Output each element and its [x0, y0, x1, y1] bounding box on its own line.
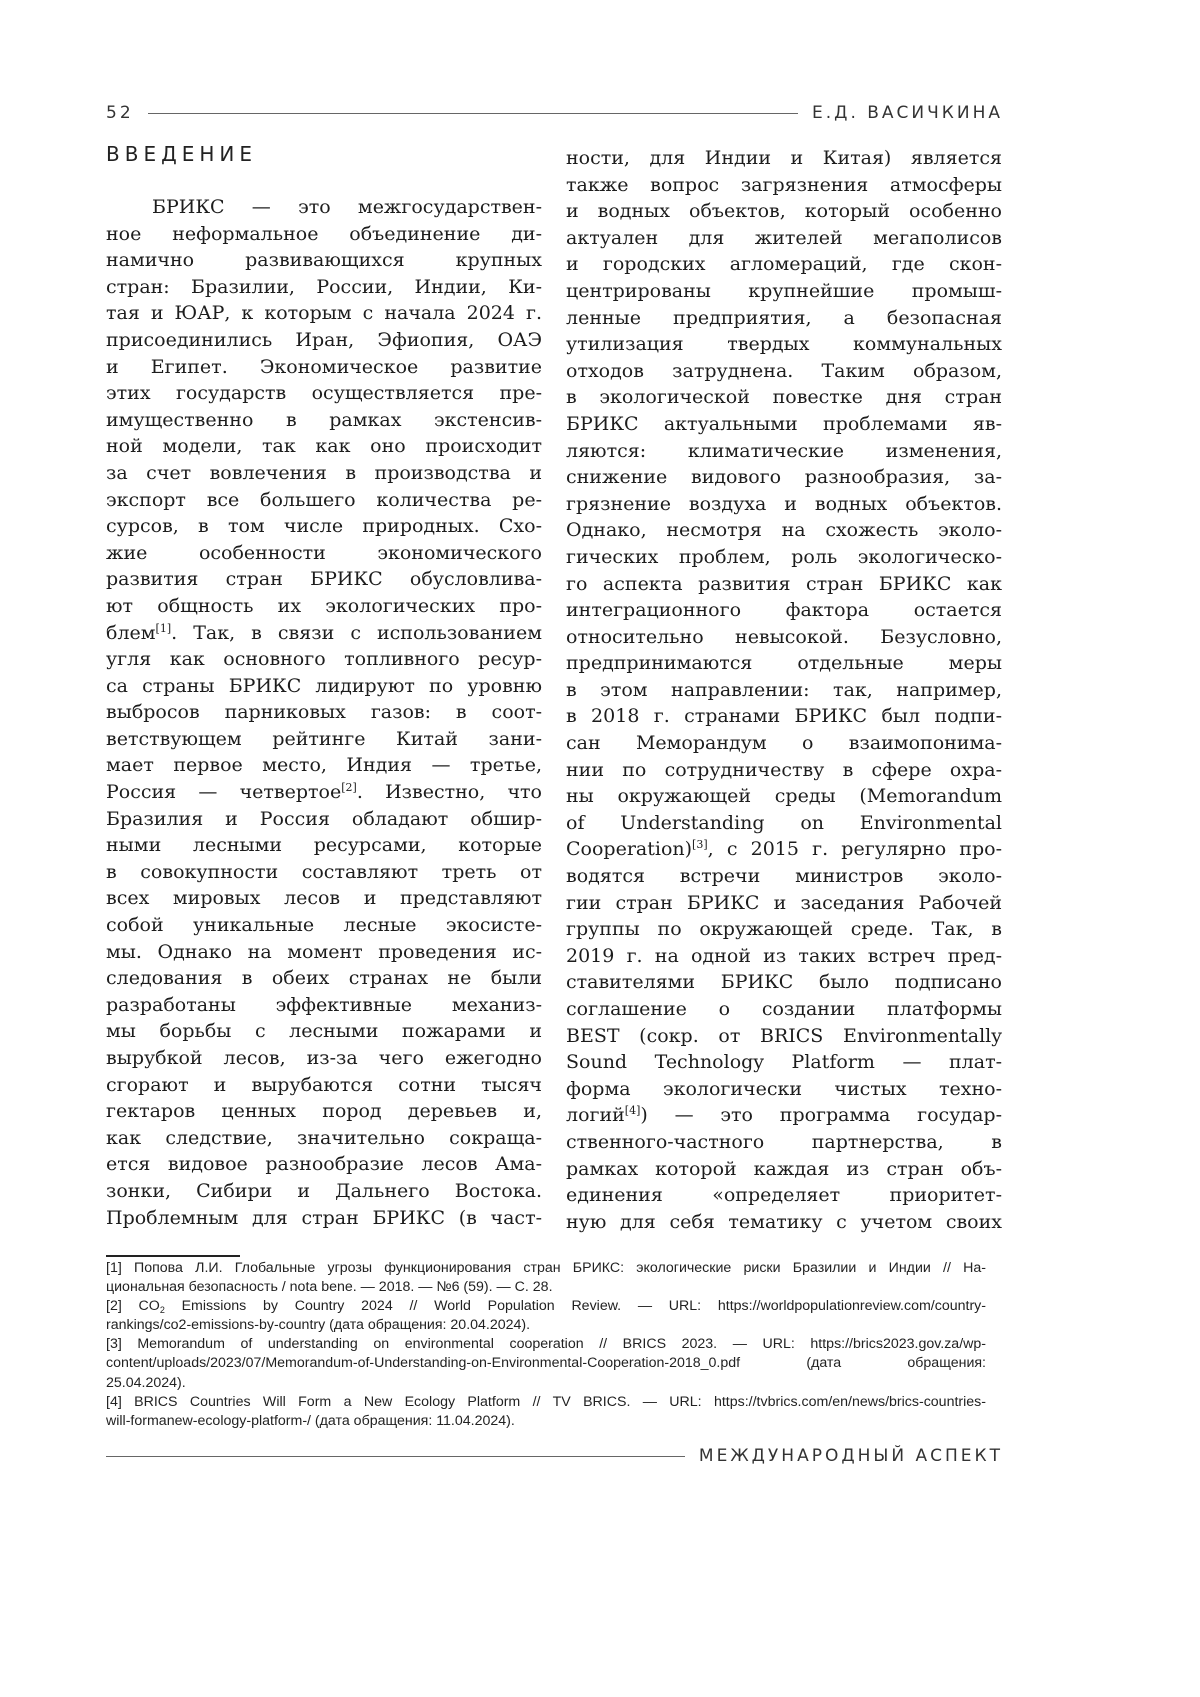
text-segment: Emissions by Country 2024 // World Population Review. — URL: https://worldpopulationreview.com/country- — [165, 1298, 986, 1314]
text-line: интеграционного фактора остается — [566, 597, 1002, 624]
text-line: гектаров ценных пород деревьев и, — [106, 1098, 542, 1125]
text-line: Проблемным для стран БРИКС (в част- — [106, 1205, 542, 1232]
footnote-separator — [106, 1255, 240, 1257]
text-line: также вопрос загрязнения атмосферы — [566, 172, 1002, 199]
text-line: за счет вовлечения в производства и — [106, 460, 542, 487]
text-line: 2019 г. на одной из таких встреч пред- — [566, 943, 1002, 970]
section-title: ВВЕДЕНИЕ — [106, 142, 257, 166]
text-line: Бразилия и Россия обладают обшир- — [106, 806, 542, 833]
text-line: Однако, несмотря на схожесть эколо- — [566, 517, 1002, 544]
text-line — [566, 1102, 1002, 1129]
text-segment: блем — [106, 622, 156, 644]
subscript: 2 — [160, 1305, 165, 1315]
text-line: сгорают и вырубаются сотни тысяч — [106, 1072, 542, 1099]
text-line: са страны БРИКС лидируют по уровню — [106, 673, 542, 700]
text-line: мает первое место, Индия — третье, — [106, 752, 542, 779]
text-line — [106, 620, 542, 647]
footer-rule — [106, 1456, 685, 1457]
text-line: гии стран БРИКС и заседания Рабочей — [566, 890, 1002, 917]
text-line: предпринимаются отдельные меры — [566, 650, 1002, 677]
text-line: относительно невысокой. Безусловно, — [566, 624, 1002, 651]
text-line: тая и ЮАР, к которым с начала 2024 г. — [106, 300, 542, 327]
text-line: гических проблем, роль экологическо- — [566, 544, 1002, 571]
text-line: всех мировых лесов и представляют — [106, 885, 542, 912]
footnote-line: rankings/co2-emissions-by-country (дата обращения: 20.04.2024). — [106, 1316, 986, 1335]
footnote-reference: [2] — [341, 781, 357, 794]
footnote-line: [3] Memorandum of understanding on environmental cooperation // BRICS 2023. — URL: https://brics2023.gov.za/wp- — [106, 1335, 986, 1354]
footer-section-title: МЕЖДУНАРОДНЫЙ АСПЕКТ — [699, 1446, 1003, 1466]
text-segment: ) — это программа государ- — [640, 1104, 1002, 1126]
text-line: Sound Technology Platform — плат- — [566, 1049, 1002, 1076]
text-line: ветствующем рейтинге Китай зани- — [106, 726, 542, 753]
header-rule — [148, 113, 798, 114]
text-line: ности, для Индии и Китая) является — [566, 145, 1002, 172]
text-line: ляются: климатические изменения, — [566, 438, 1002, 465]
text-line: этих государств осуществляется пре- — [106, 380, 542, 407]
footnote-line: content/uploads/2023/07/Memorandum-of-Understanding-on-Environmental-Cooperation-2018_0.pdf (дата обращения: — [106, 1354, 986, 1373]
text-line: зонки, Сибири и Дальнего Востока. — [106, 1178, 542, 1205]
text-line: стран: Бразилии, России, Индии, Ки- — [106, 274, 542, 301]
text-line: водятся встречи министров эколо- — [566, 863, 1002, 890]
text-segment: . Так, в связи с использованием — [171, 622, 542, 644]
footnotes — [106, 1259, 986, 1431]
text-line: of Understanding on Environmental — [566, 810, 1002, 837]
text-line: как следствие, значительно сокраща- — [106, 1125, 542, 1152]
text-line: в экологической повестке дня стран — [566, 384, 1002, 411]
text-column-left — [106, 194, 542, 1231]
text-line: БРИКС актуальными проблемами яв- — [566, 411, 1002, 438]
text-line: экспорт все большего количества ре- — [106, 487, 542, 514]
text-line: ную для себя тематику с учетом своих — [566, 1209, 1002, 1236]
text-line: собой уникальные лесные экосисте- — [106, 912, 542, 939]
text-line: разработаны эффективные механиз- — [106, 992, 542, 1019]
text-line: соглашение о создании платформы — [566, 996, 1002, 1023]
text-line: нии по сотрудничеству в сфере охра- — [566, 757, 1002, 784]
text-line: выбросов парниковых газов: в соот- — [106, 699, 542, 726]
footnote-reference: [1] — [156, 622, 172, 635]
footnote-reference: [3] — [692, 838, 708, 851]
text-line: жие особенности экономического — [106, 540, 542, 567]
text-segment: логий — [566, 1104, 625, 1126]
text-line: и водных объектов, который особенно — [566, 198, 1002, 225]
text-line: присоединились Иран, Эфиопия, ОАЭ — [106, 327, 542, 354]
text-line: намично развивающихся крупных — [106, 247, 542, 274]
text-line: ется видовое разнообразие лесов Ама- — [106, 1151, 542, 1178]
text-line: БРИКС — это межгосударствен- — [106, 194, 542, 221]
text-column-right — [566, 145, 1002, 1235]
text-segment: [2] CO — [106, 1298, 160, 1314]
text-line: ное неформальное объединение ди- — [106, 221, 542, 248]
footnote-line: 25.04.2024). — [106, 1374, 986, 1393]
text-line: и городских агломераций, где скон- — [566, 251, 1002, 278]
text-segment: Cooperation) — [566, 838, 692, 860]
footnote-line: циональная безопасность / nota bene. — 2018. — №6 (59). — С. 28. — [106, 1278, 986, 1297]
text-line: мы борьбы с лесными пожарами и — [106, 1018, 542, 1045]
text-line: ленные предприятия, а безопасная — [566, 305, 1002, 332]
text-line: имущественно в рамках экстенсив- — [106, 407, 542, 434]
text-line: сурсов, в том числе природных. Схо- — [106, 513, 542, 540]
text-line: го аспекта развития стран БРИКС как — [566, 571, 1002, 598]
text-line: мы. Однако на момент проведения ис- — [106, 939, 542, 966]
text-line: ставителями БРИКС было подписано — [566, 969, 1002, 996]
footnote-line: will-formanew-ecology-platform-/ (дата обращения: 11.04.2024). — [106, 1412, 986, 1431]
text-line: ют общность их экологических про- — [106, 593, 542, 620]
text-line: и Египет. Экономическое развитие — [106, 354, 542, 381]
text-line: следования в обеих странах не были — [106, 965, 542, 992]
text-line: ными лесными ресурсами, которые — [106, 832, 542, 859]
footnote-reference: [4] — [625, 1104, 641, 1117]
text-line: рамках которой каждая из стран объ- — [566, 1156, 1002, 1183]
text-line: угля как основного топливного ресур- — [106, 646, 542, 673]
text-line: актуален для жителей мегаполисов — [566, 225, 1002, 252]
author-name: Е.Д. ВАСИЧКИНА — [812, 103, 1003, 123]
text-line: утилизация твердых коммунальных — [566, 331, 1002, 358]
text-line: ны окружающей среды (Memorandum — [566, 783, 1002, 810]
footnote-line — [106, 1297, 986, 1316]
page-number: 52 — [106, 103, 134, 123]
text-line: сан Меморандум о взаимопонима- — [566, 730, 1002, 757]
text-line: вырубкой лесов, из-за чего ежегодно — [106, 1045, 542, 1072]
text-line: форма экологически чистых техно- — [566, 1076, 1002, 1103]
text-line — [566, 836, 1002, 863]
text-line: в совокупности составляют треть от — [106, 859, 542, 886]
text-segment: . Известно, что — [357, 781, 542, 803]
text-line: единения «определяет приоритет- — [566, 1182, 1002, 1209]
text-line: ственного-частного партнерства, в — [566, 1129, 1002, 1156]
text-line: группы по окружающей среде. Так, в — [566, 916, 1002, 943]
text-line: BEST (сокр. от BRICS Environmentally — [566, 1023, 1002, 1050]
text-line: отходов затруднена. Таким образом, — [566, 358, 1002, 385]
text-line — [106, 779, 542, 806]
text-segment: Россия — четвертое — [106, 781, 341, 803]
text-line: в 2018 г. странами БРИКС был подпи- — [566, 703, 1002, 730]
running-footer — [106, 1443, 1003, 1469]
footnote-line: [1] Попова Л.И. Глобальные угрозы функционирования стран БРИКС: экологические риски Бразилии и Индии // На- — [106, 1259, 986, 1278]
text-line: центрированы крупнейшие промыш- — [566, 278, 1002, 305]
text-segment: , с 2015 г. регулярно про- — [708, 838, 1002, 860]
footnote-line: [4] BRICS Countries Will Form a New Ecology Platform // TV BRICS. — URL: https://tvbrics.com/en/news/brics-countries- — [106, 1393, 986, 1412]
text-line: снижение видового разнообразия, за- — [566, 464, 1002, 491]
running-header — [106, 100, 1003, 126]
text-line: в этом направлении: так, например, — [566, 677, 1002, 704]
text-line: грязнение воздуха и водных объектов. — [566, 491, 1002, 518]
text-line: развития стран БРИКС обусловлива- — [106, 566, 542, 593]
text-line: ной модели, так как оно происходит — [106, 433, 542, 460]
